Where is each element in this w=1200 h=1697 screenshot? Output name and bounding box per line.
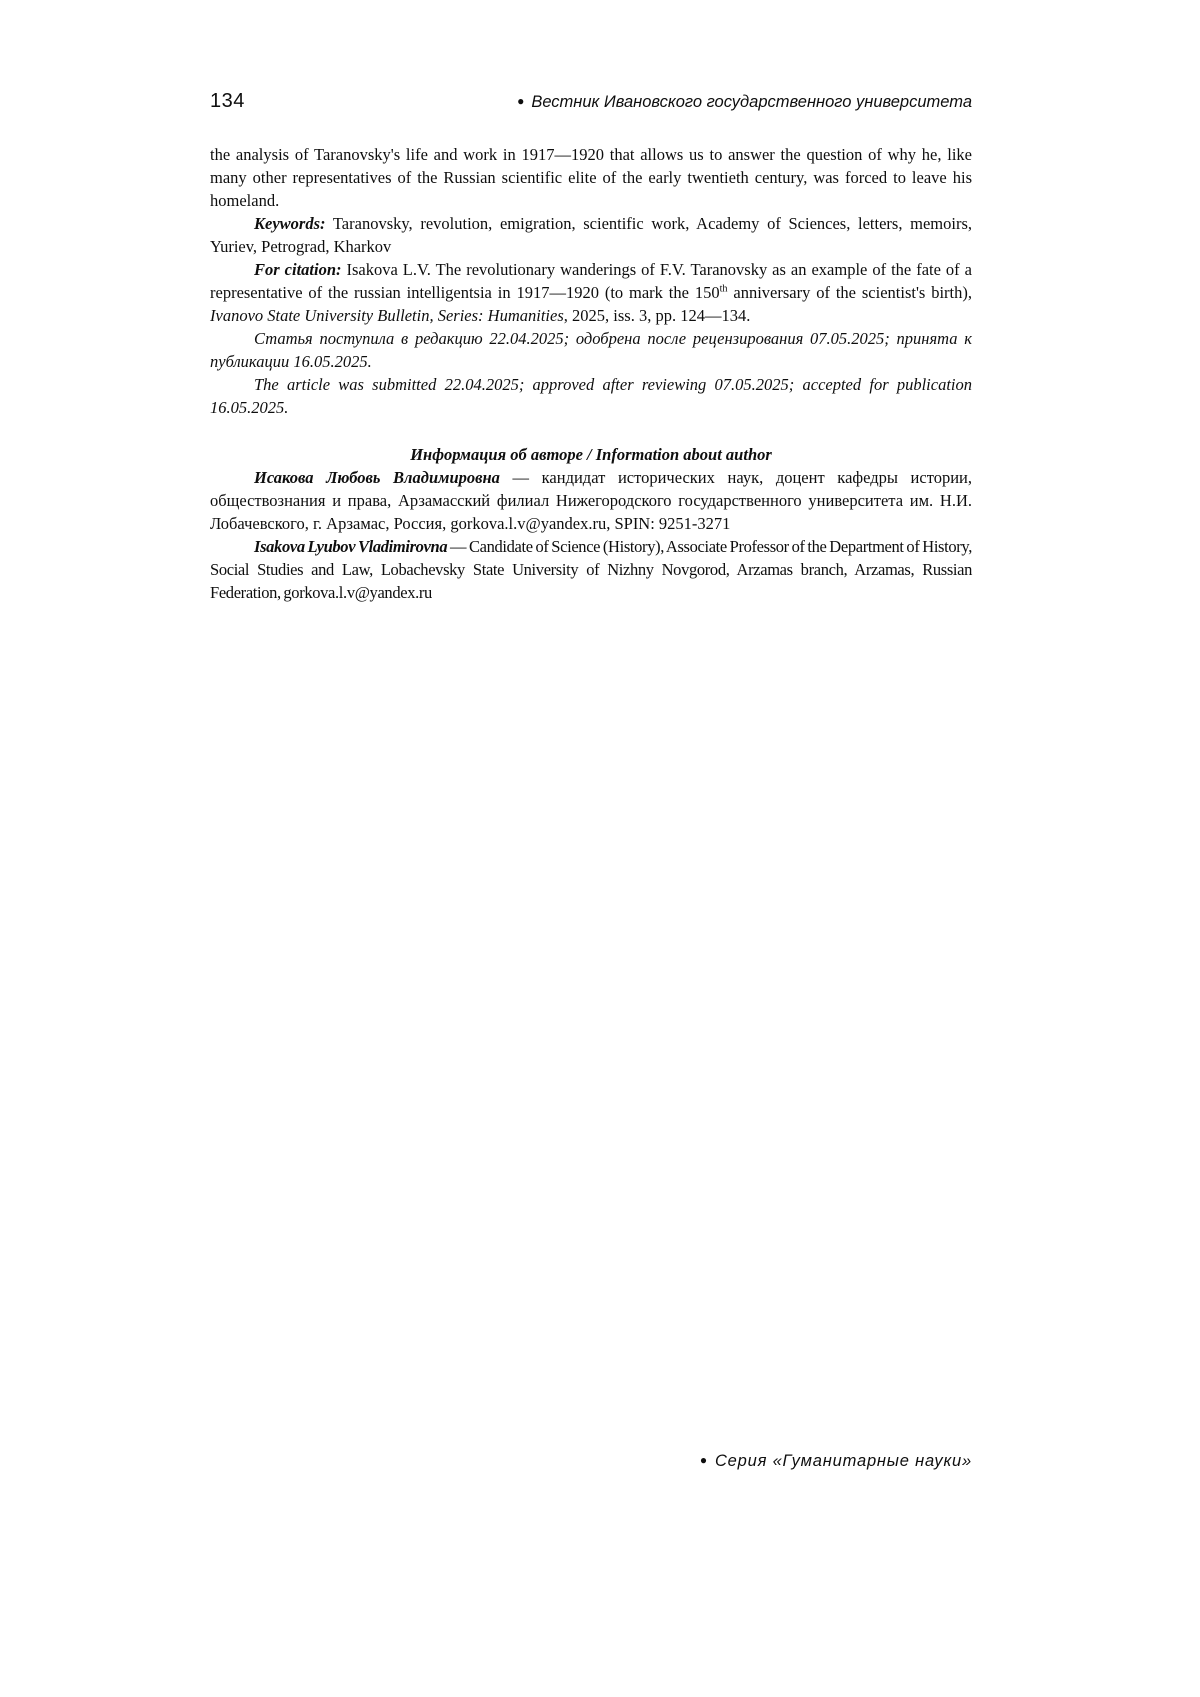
author-info-en-paragraph [210, 535, 972, 604]
keywords-label: Keywords: [254, 214, 326, 233]
submission-dates-en: The article was submitted 22.04.2025; approved after reviewing 07.05.2025; accepted for publication 16.05.2025. [210, 375, 972, 417]
keywords-text: Taranovsky, revolution, emigration, scientific work, Academy of Sciences, letters, memoirs, Yuriev, Petrograd, Kharkov [210, 214, 972, 256]
journal-header [517, 93, 972, 112]
series-title: Серия «Гуманитарные науки» [714, 1452, 972, 1470]
keywords-paragraph [210, 212, 972, 258]
author-details-ru: — кандидат исторических наук, доцент кафедры истории, обществознания и права, Арзамасский филиал Нижегородского государственного университета им. Н.И. Лобачевского, г. Арзамас, Россия, gorkova.l.v@yandex.ru, SPIN: 9251-3271 [210, 468, 972, 533]
article-text-column [210, 143, 972, 604]
author-details-en: — Candidate of Science (History), Associate Professor of the Department of History, Social Studies and Law, Lobachevsky State University of Nizhny Novgorod, Arzamas branch, Arzamas, Russian Federation, gorkova.l.v@yandex.ru [210, 537, 973, 602]
citation-text: Isakova L.V. The revolutionary wanderings of F.V. Taranovsky as an example of the fate of a representative of the russian intelligentsia in 1917—1920 (to mark the 150th anniversary of the scientist's birth), Ivanovo State University Bulletin, Series: Humanities, 2025, iss. 3, pp. 124—134. [210, 260, 972, 325]
page-footer [210, 1452, 972, 1471]
bullet-icon: ● [699, 1453, 708, 1467]
author-name-en: Isakova Lyubov Vladimirovna [254, 537, 448, 556]
submission-dates-ru: Статья поступила в редакцию 22.04.2025; одобрена после рецензирования 07.05.2025; принята к публикации 16.05.2025. [210, 329, 972, 371]
bullet-icon: ● [517, 94, 525, 108]
journal-title: Вестник Ивановского государственного университета [531, 93, 972, 111]
page-header [210, 90, 972, 113]
page-number: 134 [210, 90, 245, 112]
author-info-heading: Информация об авторе / Information about author [410, 445, 772, 464]
citation-label: For citation: [254, 260, 342, 279]
citation-paragraph [210, 258, 972, 327]
author-name-ru: Исакова Любовь Владимировна [254, 468, 500, 487]
abstract-continuation-paragraph: the analysis of Taranovsky's life and work in 1917—1920 that allows us to answer the question of why he, like many other representatives of the Russian scientific elite of the early twentieth century, was forced to leave his homeland. [210, 145, 972, 210]
author-info-ru-paragraph [210, 466, 972, 535]
